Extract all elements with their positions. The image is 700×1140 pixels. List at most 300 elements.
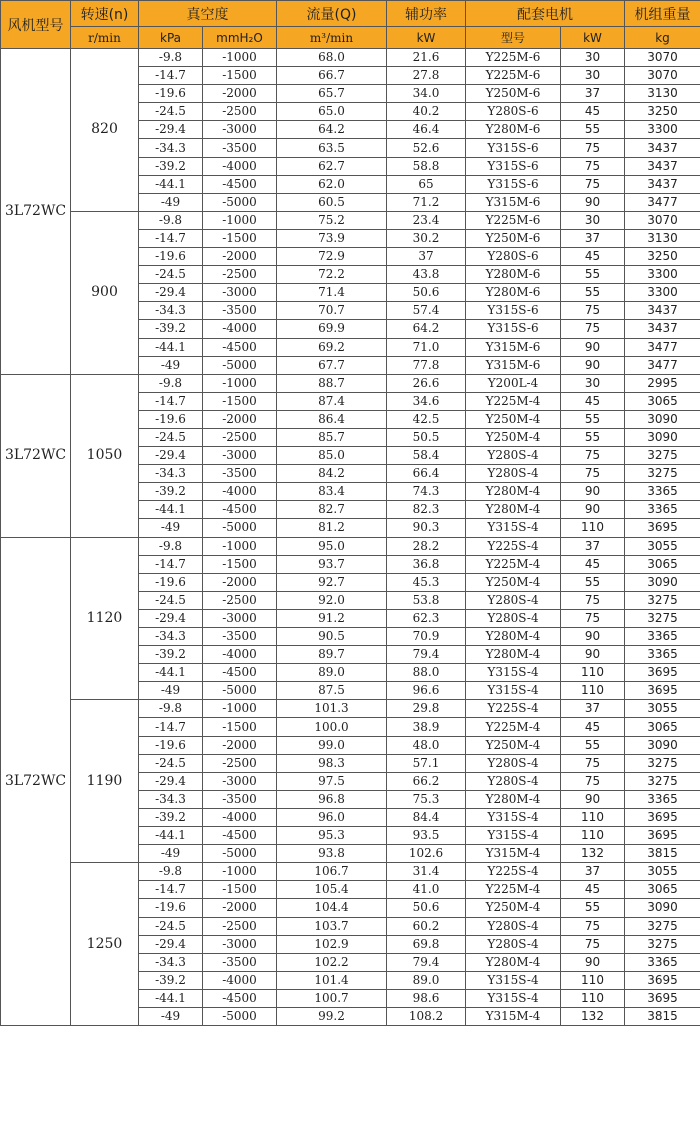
cell-flow: 91.2 bbox=[277, 609, 387, 627]
cell-shaft-power: 74.3 bbox=[387, 483, 466, 501]
cell-motor-model: Y225M-6 bbox=[466, 67, 561, 85]
cell-kpa: -39.2 bbox=[139, 320, 203, 338]
cell-flow: 106.7 bbox=[277, 863, 387, 881]
cell-flow: 97.5 bbox=[277, 772, 387, 790]
cell-motor-kw: 55 bbox=[561, 428, 625, 446]
cell-motor-model: Y280S-6 bbox=[466, 103, 561, 121]
cell-motor-kw: 37 bbox=[561, 863, 625, 881]
cell-weight: 3055 bbox=[625, 700, 700, 718]
cell-weight: 3695 bbox=[625, 664, 700, 682]
cell-kpa: -9.8 bbox=[139, 374, 203, 392]
cell-weight: 2995 bbox=[625, 374, 700, 392]
unit-motor-kw: kW bbox=[561, 27, 625, 49]
cell-shaft-power: 48.0 bbox=[387, 736, 466, 754]
cell-mmh2o: -3500 bbox=[203, 302, 277, 320]
cell-shaft-power: 46.4 bbox=[387, 121, 466, 139]
cell-weight: 3365 bbox=[625, 646, 700, 664]
cell-kpa: -29.4 bbox=[139, 284, 203, 302]
cell-shaft-power: 45.3 bbox=[387, 573, 466, 591]
cell-motor-model: Y250M-6 bbox=[466, 85, 561, 103]
cell-shaft-power: 29.8 bbox=[387, 700, 466, 718]
cell-kpa: -9.8 bbox=[139, 49, 203, 67]
cell-weight: 3130 bbox=[625, 229, 700, 247]
cell-flow: 88.7 bbox=[277, 374, 387, 392]
cell-weight: 3477 bbox=[625, 356, 700, 374]
cell-shaft-power: 71.2 bbox=[387, 193, 466, 211]
cell-flow: 70.7 bbox=[277, 302, 387, 320]
cell-motor-kw: 75 bbox=[561, 175, 625, 193]
cell-motor-kw: 90 bbox=[561, 483, 625, 501]
cell-kpa: -34.3 bbox=[139, 790, 203, 808]
cell-mmh2o: -1000 bbox=[203, 211, 277, 229]
header-row-units bbox=[1, 27, 700, 49]
cell-weight: 3365 bbox=[625, 483, 700, 501]
cell-weight: 3065 bbox=[625, 718, 700, 736]
cell-motor-model: Y225S-4 bbox=[466, 700, 561, 718]
cell-kpa: -14.7 bbox=[139, 718, 203, 736]
cell-flow: 103.7 bbox=[277, 917, 387, 935]
cell-shaft-power: 60.2 bbox=[387, 917, 466, 935]
cell-motor-model: Y225S-4 bbox=[466, 863, 561, 881]
cell-shaft-power: 108.2 bbox=[387, 1007, 466, 1025]
cell-mmh2o: -4500 bbox=[203, 338, 277, 356]
cell-flow: 96.0 bbox=[277, 808, 387, 826]
cell-motor-model: Y315S-4 bbox=[466, 827, 561, 845]
cell-motor-model: Y315S-4 bbox=[466, 664, 561, 682]
cell-motor-kw: 90 bbox=[561, 628, 625, 646]
cell-kpa: -34.3 bbox=[139, 465, 203, 483]
table-body bbox=[1, 49, 700, 1026]
cell-mmh2o: -3000 bbox=[203, 609, 277, 627]
cell-shaft-power: 75.3 bbox=[387, 790, 466, 808]
cell-motor-model: Y250M-4 bbox=[466, 736, 561, 754]
cell-motor-model: Y315M-6 bbox=[466, 193, 561, 211]
cell-kpa: -24.5 bbox=[139, 591, 203, 609]
cell-shaft-power: 84.4 bbox=[387, 808, 466, 826]
cell-flow: 65.0 bbox=[277, 103, 387, 121]
cell-kpa: -44.1 bbox=[139, 827, 203, 845]
cell-shaft-power: 66.2 bbox=[387, 772, 466, 790]
cell-flow: 69.2 bbox=[277, 338, 387, 356]
cell-motor-kw: 110 bbox=[561, 989, 625, 1007]
cell-weight: 3437 bbox=[625, 175, 700, 193]
cell-kpa: -24.5 bbox=[139, 103, 203, 121]
cell-kpa: -49 bbox=[139, 1007, 203, 1025]
cell-motor-kw: 75 bbox=[561, 591, 625, 609]
cell-motor-model: Y315S-4 bbox=[466, 989, 561, 1007]
cell-motor-model: Y280M-4 bbox=[466, 628, 561, 646]
cell-shaft-power: 50.5 bbox=[387, 428, 466, 446]
cell-flow: 105.4 bbox=[277, 881, 387, 899]
cell-motor-kw: 90 bbox=[561, 646, 625, 664]
cell-flow: 90.5 bbox=[277, 628, 387, 646]
cell-mmh2o: -2500 bbox=[203, 428, 277, 446]
cell-shaft-power: 52.6 bbox=[387, 139, 466, 157]
cell-motor-model: Y315S-6 bbox=[466, 320, 561, 338]
cell-flow: 65.7 bbox=[277, 85, 387, 103]
cell-weight: 3070 bbox=[625, 67, 700, 85]
cell-shaft-power: 50.6 bbox=[387, 284, 466, 302]
cell-mmh2o: -1000 bbox=[203, 863, 277, 881]
cell-kpa: -34.3 bbox=[139, 953, 203, 971]
cell-flow: 92.0 bbox=[277, 591, 387, 609]
cell-motor-kw: 45 bbox=[561, 555, 625, 573]
cell-speed: 1120 bbox=[71, 537, 139, 700]
cell-motor-kw: 75 bbox=[561, 917, 625, 935]
cell-shaft-power: 77.8 bbox=[387, 356, 466, 374]
cell-kpa: -19.6 bbox=[139, 736, 203, 754]
cell-kpa: -34.3 bbox=[139, 302, 203, 320]
cell-motor-kw: 90 bbox=[561, 790, 625, 808]
cell-kpa: -14.7 bbox=[139, 229, 203, 247]
cell-motor-kw: 45 bbox=[561, 103, 625, 121]
cell-shaft-power: 57.4 bbox=[387, 302, 466, 320]
cell-shaft-power: 66.4 bbox=[387, 465, 466, 483]
cell-kpa: -14.7 bbox=[139, 392, 203, 410]
cell-kpa: -24.5 bbox=[139, 428, 203, 446]
cell-speed: 1250 bbox=[71, 863, 139, 1026]
cell-flow: 66.7 bbox=[277, 67, 387, 85]
cell-motor-kw: 30 bbox=[561, 211, 625, 229]
cell-motor-model: Y280M-4 bbox=[466, 501, 561, 519]
cell-weight: 3055 bbox=[625, 537, 700, 555]
cell-weight: 3477 bbox=[625, 338, 700, 356]
cell-shaft-power: 71.0 bbox=[387, 338, 466, 356]
cell-flow: 71.4 bbox=[277, 284, 387, 302]
cell-motor-model: Y280M-4 bbox=[466, 483, 561, 501]
cell-shaft-power: 28.2 bbox=[387, 537, 466, 555]
cell-mmh2o: -4500 bbox=[203, 827, 277, 845]
cell-kpa: -34.3 bbox=[139, 628, 203, 646]
cell-motor-kw: 132 bbox=[561, 845, 625, 863]
cell-mmh2o: -3500 bbox=[203, 953, 277, 971]
cell-shaft-power: 93.5 bbox=[387, 827, 466, 845]
cell-weight: 3365 bbox=[625, 790, 700, 808]
cell-kpa: -24.5 bbox=[139, 754, 203, 772]
cell-motor-kw: 55 bbox=[561, 284, 625, 302]
header-flow: 流量(Q) bbox=[277, 1, 387, 27]
cell-flow: 101.4 bbox=[277, 971, 387, 989]
cell-weight: 3365 bbox=[625, 953, 700, 971]
header-vacuum: 真空度 bbox=[139, 1, 277, 27]
cell-shaft-power: 58.4 bbox=[387, 447, 466, 465]
cell-shaft-power: 79.4 bbox=[387, 953, 466, 971]
cell-weight: 3070 bbox=[625, 49, 700, 67]
unit-speed: r/min bbox=[71, 27, 139, 49]
header-weight: 机组重量 bbox=[625, 1, 700, 27]
cell-mmh2o: -1500 bbox=[203, 718, 277, 736]
cell-flow: 95.0 bbox=[277, 537, 387, 555]
cell-motor-model: Y225S-4 bbox=[466, 537, 561, 555]
cell-shaft-power: 79.4 bbox=[387, 646, 466, 664]
cell-mmh2o: -2000 bbox=[203, 736, 277, 754]
cell-kpa: -29.4 bbox=[139, 772, 203, 790]
cell-mmh2o: -1000 bbox=[203, 537, 277, 555]
cell-weight: 3275 bbox=[625, 935, 700, 953]
cell-shaft-power: 23.4 bbox=[387, 211, 466, 229]
cell-kpa: -19.6 bbox=[139, 410, 203, 428]
cell-kpa: -9.8 bbox=[139, 211, 203, 229]
header-model: 风机型号 bbox=[1, 1, 71, 49]
table-row bbox=[1, 49, 700, 67]
cell-mmh2o: -5000 bbox=[203, 845, 277, 863]
unit-weight: kg bbox=[625, 27, 700, 49]
cell-motor-model: Y280S-6 bbox=[466, 248, 561, 266]
cell-mmh2o: -2000 bbox=[203, 899, 277, 917]
cell-flow: 62.7 bbox=[277, 157, 387, 175]
cell-motor-model: Y315S-6 bbox=[466, 157, 561, 175]
cell-weight: 3300 bbox=[625, 266, 700, 284]
cell-kpa: -44.1 bbox=[139, 175, 203, 193]
cell-motor-kw: 37 bbox=[561, 700, 625, 718]
cell-kpa: -49 bbox=[139, 682, 203, 700]
cell-motor-kw: 75 bbox=[561, 447, 625, 465]
cell-kpa: -19.6 bbox=[139, 85, 203, 103]
cell-motor-kw: 75 bbox=[561, 320, 625, 338]
cell-mmh2o: -4000 bbox=[203, 646, 277, 664]
cell-motor-kw: 45 bbox=[561, 248, 625, 266]
cell-kpa: -14.7 bbox=[139, 555, 203, 573]
cell-model: 3L72WC bbox=[1, 374, 71, 537]
cell-motor-kw: 75 bbox=[561, 465, 625, 483]
cell-weight: 3365 bbox=[625, 501, 700, 519]
cell-flow: 102.9 bbox=[277, 935, 387, 953]
cell-motor-model: Y280M-6 bbox=[466, 266, 561, 284]
cell-weight: 3130 bbox=[625, 85, 700, 103]
cell-motor-model: Y250M-4 bbox=[466, 410, 561, 428]
cell-kpa: -9.8 bbox=[139, 863, 203, 881]
header-speed: 转速(n) bbox=[71, 1, 139, 27]
cell-flow: 99.2 bbox=[277, 1007, 387, 1025]
cell-motor-kw: 75 bbox=[561, 772, 625, 790]
cell-weight: 3695 bbox=[625, 827, 700, 845]
cell-motor-kw: 37 bbox=[561, 537, 625, 555]
cell-kpa: -14.7 bbox=[139, 881, 203, 899]
cell-motor-kw: 37 bbox=[561, 85, 625, 103]
cell-weight: 3065 bbox=[625, 392, 700, 410]
cell-motor-kw: 75 bbox=[561, 935, 625, 953]
cell-weight: 3090 bbox=[625, 899, 700, 917]
unit-shaft-kw: kW bbox=[387, 27, 466, 49]
cell-shaft-power: 38.9 bbox=[387, 718, 466, 736]
cell-mmh2o: -4000 bbox=[203, 808, 277, 826]
header-row-main bbox=[1, 1, 700, 27]
cell-shaft-power: 27.8 bbox=[387, 67, 466, 85]
cell-mmh2o: -2000 bbox=[203, 85, 277, 103]
cell-motor-kw: 110 bbox=[561, 971, 625, 989]
cell-motor-model: Y280M-4 bbox=[466, 790, 561, 808]
cell-mmh2o: -3500 bbox=[203, 628, 277, 646]
cell-shaft-power: 26.6 bbox=[387, 374, 466, 392]
cell-flow: 62.0 bbox=[277, 175, 387, 193]
header-motor: 配套电机 bbox=[466, 1, 625, 27]
cell-weight: 3815 bbox=[625, 845, 700, 863]
cell-weight: 3250 bbox=[625, 103, 700, 121]
cell-motor-kw: 55 bbox=[561, 266, 625, 284]
cell-shaft-power: 62.3 bbox=[387, 609, 466, 627]
cell-motor-kw: 110 bbox=[561, 808, 625, 826]
cell-mmh2o: -3500 bbox=[203, 790, 277, 808]
cell-kpa: -19.6 bbox=[139, 248, 203, 266]
cell-flow: 63.5 bbox=[277, 139, 387, 157]
cell-mmh2o: -2000 bbox=[203, 410, 277, 428]
cell-mmh2o: -4000 bbox=[203, 971, 277, 989]
cell-mmh2o: -2000 bbox=[203, 573, 277, 591]
cell-kpa: -34.3 bbox=[139, 139, 203, 157]
cell-motor-model: Y280S-4 bbox=[466, 754, 561, 772]
cell-weight: 3250 bbox=[625, 248, 700, 266]
cell-flow: 93.7 bbox=[277, 555, 387, 573]
cell-kpa: -9.8 bbox=[139, 700, 203, 718]
cell-kpa: -49 bbox=[139, 519, 203, 537]
cell-shaft-power: 50.6 bbox=[387, 899, 466, 917]
cell-kpa: -44.1 bbox=[139, 501, 203, 519]
cell-shaft-power: 40.2 bbox=[387, 103, 466, 121]
cell-motor-kw: 55 bbox=[561, 410, 625, 428]
cell-motor-model: Y225M-6 bbox=[466, 49, 561, 67]
cell-motor-model: Y225M-4 bbox=[466, 881, 561, 899]
cell-motor-model: Y315M-4 bbox=[466, 845, 561, 863]
cell-weight: 3437 bbox=[625, 139, 700, 157]
cell-flow: 85.7 bbox=[277, 428, 387, 446]
cell-mmh2o: -3000 bbox=[203, 772, 277, 790]
cell-motor-kw: 55 bbox=[561, 573, 625, 591]
cell-weight: 3275 bbox=[625, 591, 700, 609]
table-row bbox=[1, 374, 700, 392]
cell-motor-model: Y315S-6 bbox=[466, 175, 561, 193]
cell-kpa: -39.2 bbox=[139, 971, 203, 989]
cell-mmh2o: -5000 bbox=[203, 1007, 277, 1025]
cell-shaft-power: 30.2 bbox=[387, 229, 466, 247]
cell-motor-kw: 30 bbox=[561, 374, 625, 392]
cell-kpa: -44.1 bbox=[139, 338, 203, 356]
cell-shaft-power: 31.4 bbox=[387, 863, 466, 881]
cell-flow: 67.7 bbox=[277, 356, 387, 374]
table-row bbox=[1, 863, 700, 881]
cell-flow: 92.7 bbox=[277, 573, 387, 591]
cell-shaft-power: 41.0 bbox=[387, 881, 466, 899]
cell-motor-model: Y315S-4 bbox=[466, 808, 561, 826]
cell-flow: 72.9 bbox=[277, 248, 387, 266]
cell-motor-kw: 110 bbox=[561, 664, 625, 682]
cell-motor-model: Y280M-4 bbox=[466, 646, 561, 664]
cell-weight: 3695 bbox=[625, 682, 700, 700]
cell-weight: 3275 bbox=[625, 917, 700, 935]
cell-kpa: -49 bbox=[139, 356, 203, 374]
cell-weight: 3275 bbox=[625, 754, 700, 772]
cell-mmh2o: -4000 bbox=[203, 483, 277, 501]
cell-mmh2o: -2000 bbox=[203, 248, 277, 266]
cell-motor-model: Y315S-4 bbox=[466, 682, 561, 700]
cell-flow: 98.3 bbox=[277, 754, 387, 772]
cell-kpa: -44.1 bbox=[139, 989, 203, 1007]
cell-mmh2o: -3000 bbox=[203, 935, 277, 953]
cell-mmh2o: -4500 bbox=[203, 989, 277, 1007]
cell-weight: 3275 bbox=[625, 609, 700, 627]
cell-motor-kw: 110 bbox=[561, 519, 625, 537]
cell-shaft-power: 96.6 bbox=[387, 682, 466, 700]
cell-kpa: -9.8 bbox=[139, 537, 203, 555]
cell-shaft-power: 82.3 bbox=[387, 501, 466, 519]
cell-mmh2o: -1500 bbox=[203, 555, 277, 573]
cell-flow: 104.4 bbox=[277, 899, 387, 917]
cell-kpa: -44.1 bbox=[139, 664, 203, 682]
cell-mmh2o: -1500 bbox=[203, 881, 277, 899]
cell-flow: 64.2 bbox=[277, 121, 387, 139]
cell-motor-model: Y280M-6 bbox=[466, 284, 561, 302]
cell-mmh2o: -2500 bbox=[203, 754, 277, 772]
cell-motor-model: Y280S-4 bbox=[466, 465, 561, 483]
cell-kpa: -49 bbox=[139, 193, 203, 211]
cell-motor-model: Y315S-4 bbox=[466, 971, 561, 989]
cell-motor-kw: 37 bbox=[561, 229, 625, 247]
cell-kpa: -24.5 bbox=[139, 917, 203, 935]
cell-motor-kw: 55 bbox=[561, 121, 625, 139]
cell-mmh2o: -1500 bbox=[203, 392, 277, 410]
cell-kpa: -39.2 bbox=[139, 808, 203, 826]
cell-shaft-power: 34.0 bbox=[387, 85, 466, 103]
cell-weight: 3437 bbox=[625, 302, 700, 320]
cell-motor-kw: 110 bbox=[561, 827, 625, 845]
cell-flow: 89.7 bbox=[277, 646, 387, 664]
cell-flow: 87.4 bbox=[277, 392, 387, 410]
cell-motor-kw: 90 bbox=[561, 501, 625, 519]
cell-weight: 3090 bbox=[625, 736, 700, 754]
cell-weight: 3065 bbox=[625, 555, 700, 573]
cell-motor-model: Y225M-4 bbox=[466, 718, 561, 736]
cell-flow: 99.0 bbox=[277, 736, 387, 754]
cell-weight: 3695 bbox=[625, 971, 700, 989]
cell-kpa: -29.4 bbox=[139, 935, 203, 953]
cell-motor-kw: 75 bbox=[561, 609, 625, 627]
cell-kpa: -39.2 bbox=[139, 157, 203, 175]
cell-motor-model: Y250M-4 bbox=[466, 428, 561, 446]
cell-weight: 3300 bbox=[625, 284, 700, 302]
cell-flow: 93.8 bbox=[277, 845, 387, 863]
cell-shaft-power: 58.8 bbox=[387, 157, 466, 175]
cell-motor-model: Y250M-6 bbox=[466, 229, 561, 247]
cell-motor-model: Y315S-6 bbox=[466, 302, 561, 320]
cell-flow: 100.0 bbox=[277, 718, 387, 736]
cell-flow: 87.5 bbox=[277, 682, 387, 700]
cell-motor-kw: 90 bbox=[561, 953, 625, 971]
cell-motor-kw: 90 bbox=[561, 356, 625, 374]
cell-kpa: -49 bbox=[139, 845, 203, 863]
cell-motor-model: Y315S-4 bbox=[466, 519, 561, 537]
cell-flow: 73.9 bbox=[277, 229, 387, 247]
cell-weight: 3695 bbox=[625, 808, 700, 826]
cell-shaft-power: 42.5 bbox=[387, 410, 466, 428]
cell-kpa: -39.2 bbox=[139, 483, 203, 501]
cell-weight: 3090 bbox=[625, 410, 700, 428]
cell-motor-kw: 30 bbox=[561, 67, 625, 85]
cell-speed: 1190 bbox=[71, 700, 139, 863]
cell-shaft-power: 98.6 bbox=[387, 989, 466, 1007]
cell-mmh2o: -4000 bbox=[203, 157, 277, 175]
cell-kpa: -29.4 bbox=[139, 121, 203, 139]
cell-flow: 82.7 bbox=[277, 501, 387, 519]
cell-model: 3L72WC bbox=[1, 49, 71, 375]
cell-mmh2o: -3500 bbox=[203, 139, 277, 157]
cell-mmh2o: -1000 bbox=[203, 700, 277, 718]
cell-mmh2o: -1500 bbox=[203, 67, 277, 85]
cell-weight: 3477 bbox=[625, 193, 700, 211]
cell-motor-kw: 55 bbox=[561, 736, 625, 754]
unit-mmh2o: mmH₂O bbox=[203, 27, 277, 49]
cell-shaft-power: 90.3 bbox=[387, 519, 466, 537]
cell-motor-model: Y280M-4 bbox=[466, 953, 561, 971]
header-shaft-power: 辅功率 bbox=[387, 1, 466, 27]
